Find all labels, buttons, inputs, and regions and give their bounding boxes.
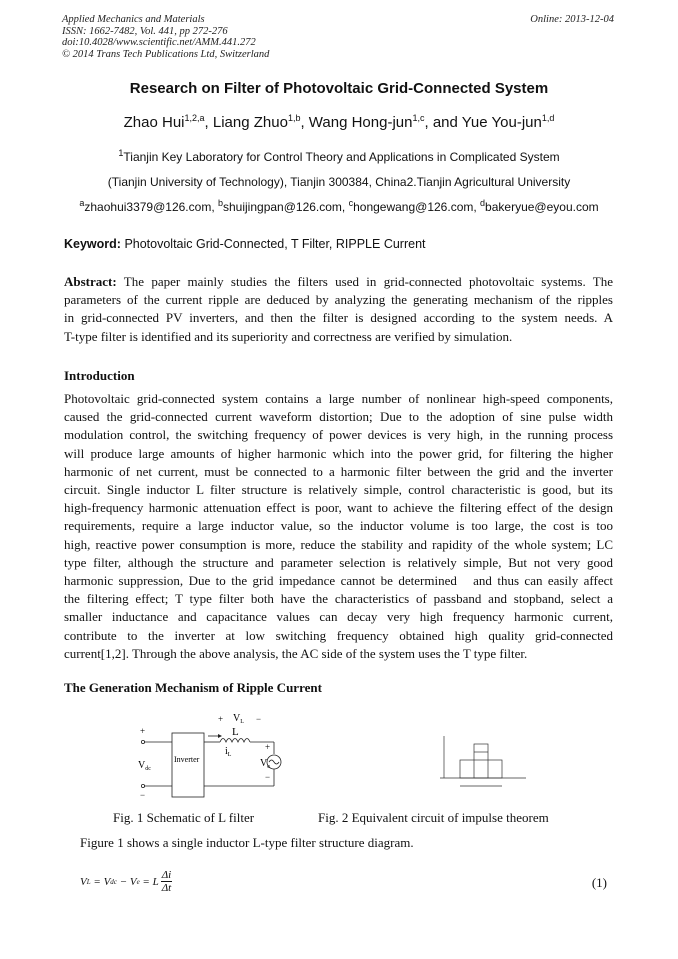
minus-sign: − [265, 772, 271, 782]
figure-description: Figure 1 shows a single inductor L-type filter structure diagram. [80, 835, 414, 850]
inductor-coil [220, 739, 250, 743]
rect-pulse [460, 760, 502, 778]
email: shuijingpan@126.com [223, 200, 342, 214]
author-name: Liang Zhuo [212, 114, 288, 131]
arrow-head-icon [218, 734, 222, 738]
keyword-label: Keyword: [64, 237, 121, 251]
introduction-heading: Introduction [64, 368, 135, 383]
introduction-body: Photovoltaic grid-connected system contains a large number of nonlinear high-speed components, caused the grid-connected current waveform distortion; Due to the adoption of sine pulse width modulation control, the switching frequency of power devices is very high, in the running process will produce large amounts of higher harmonic which into the power grid, for filtering the higher harmonic of net current, must be connected to a harmonic filter between the grid and the inverter circuit. Single inductor L filter structure is relatively simple, control characteristic is good, but its high-frequency harmonic attenuation effect is poor, want to achieve the filtering effect of the design requirements, require a large inductor value, so the inductor volume is too large, the cost is too high, reactive power consumption is more, reduce the stability and rapidity of the whole system; LC type filter, although the structure and parameter selection is relatively simple, But not very good harmonic suppression, Due to the grid impedance cannot be determined and thus can easily affect the filtering effect; T type filter both have the characteristics of passband and stopband, select a smaller inductance and capacitance values can decay very high frequency harmonic current, contribute to the inverter at low switching frequency obtained high quality grid-connected current[1,2]. Through the above analysis, the AC side of the system uses the T type filter. [64, 391, 613, 661]
online-date: Online: 2013-12-04 [530, 14, 614, 25]
sine-symbol [269, 760, 279, 764]
author-name: Zhao Hui [123, 114, 185, 131]
author-sup: 1,c [412, 113, 425, 123]
fig2-caption: Fig. 2 Equivalent circuit of impulse theorem [318, 810, 549, 825]
keywords [64, 237, 426, 251]
equation-number: (1) [591, 875, 607, 890]
author-name: Wang Hong-jun [308, 114, 413, 131]
email: zhaohui3379@126.com [84, 200, 212, 214]
minus-sign: − [256, 714, 262, 724]
journal-header [62, 14, 269, 60]
narrow-pulse [474, 744, 488, 778]
vl-label: $V_L$ [233, 713, 244, 725]
section-heading-ripple: The Generation Mechanism of Ripple Current [64, 680, 322, 695]
doi: doi:10.4028/www.scientific.net/AMM.441.272 [62, 37, 256, 48]
issn: ISSN: 1662-7482, Vol. 441, pp 272-276 [62, 25, 228, 37]
abstract-label: Abstract: [64, 274, 117, 289]
email: hongewang@126.com [353, 200, 474, 214]
fig1-caption: Fig. 1 Schematic of L filter [113, 810, 255, 825]
affiliation-line-1: $^1$Tianjin Key Laboratory for Control Theory and Applications in Complicated System [118, 148, 560, 164]
plus-sign: + [140, 726, 146, 736]
author-list: Zhao Hui$^{1,2,a}$, Liang Zhuo$^{1,b}$, Wang Hong-jun$^{1,c}$, and Yue You-jun$^{1,d}$ [123, 113, 555, 131]
author-emails: $^a$zhaohui3379@126.com, $^b$shuijingpan@126.com, $^c$hongewang@126.com, $^d$bakeryue@eyou.com [79, 198, 599, 214]
fraction: Δi Δt [161, 869, 172, 894]
fig2-impulse-diagram [436, 732, 536, 794]
author-sup: 1,d [541, 113, 555, 123]
copyright: © 2014 Trans Tech Publications Ltd, Switzerland [62, 48, 270, 60]
plus-sign: + [218, 714, 224, 724]
ve-label: $V_e$ [260, 758, 270, 770]
affiliation-line-2: (Tianjin University of Technology), Tianjin 300384, China2.Tianjin Agricultural University [107, 175, 571, 189]
fig1-l-filter-schematic [134, 708, 294, 798]
author-sup: 1,b [287, 113, 301, 123]
minus-sign: − [140, 790, 146, 798]
keyword-text: Photovoltaic Grid-Connected, T Filter, RIPPLE Current [124, 237, 426, 251]
paper-title: Research on Filter of Photovoltaic Grid-Connected System [129, 80, 549, 97]
inverter-label: Inverter [174, 755, 200, 764]
abstract: Abstract: The paper mainly studies the filters used in grid-connected photovoltaic systems. The parameters of the current ripple are deduced by analyzing the generating mechanism of the ripples in grid-connected PV inverters, and then the filter is designed according to the system needs. A T-type filter is identified and its superiority and correctness are verified by simulation. [64, 274, 613, 344]
inverter-box [172, 733, 204, 797]
il-label: $i_L$ [225, 746, 232, 758]
vdc-label: $V_{dc}$ [138, 760, 151, 772]
plus-sign: + [265, 742, 271, 752]
journal-name: Applied Mechanics and Materials [62, 14, 205, 25]
equation-1: V L = V dc − V e = L Δi Δt [80, 869, 172, 894]
email: bakeryue@eyou.com [485, 200, 599, 214]
author-name: Yue You-jun [461, 114, 542, 131]
inductor-label: L [232, 726, 239, 738]
author-sup: 1,2,a [184, 113, 205, 123]
